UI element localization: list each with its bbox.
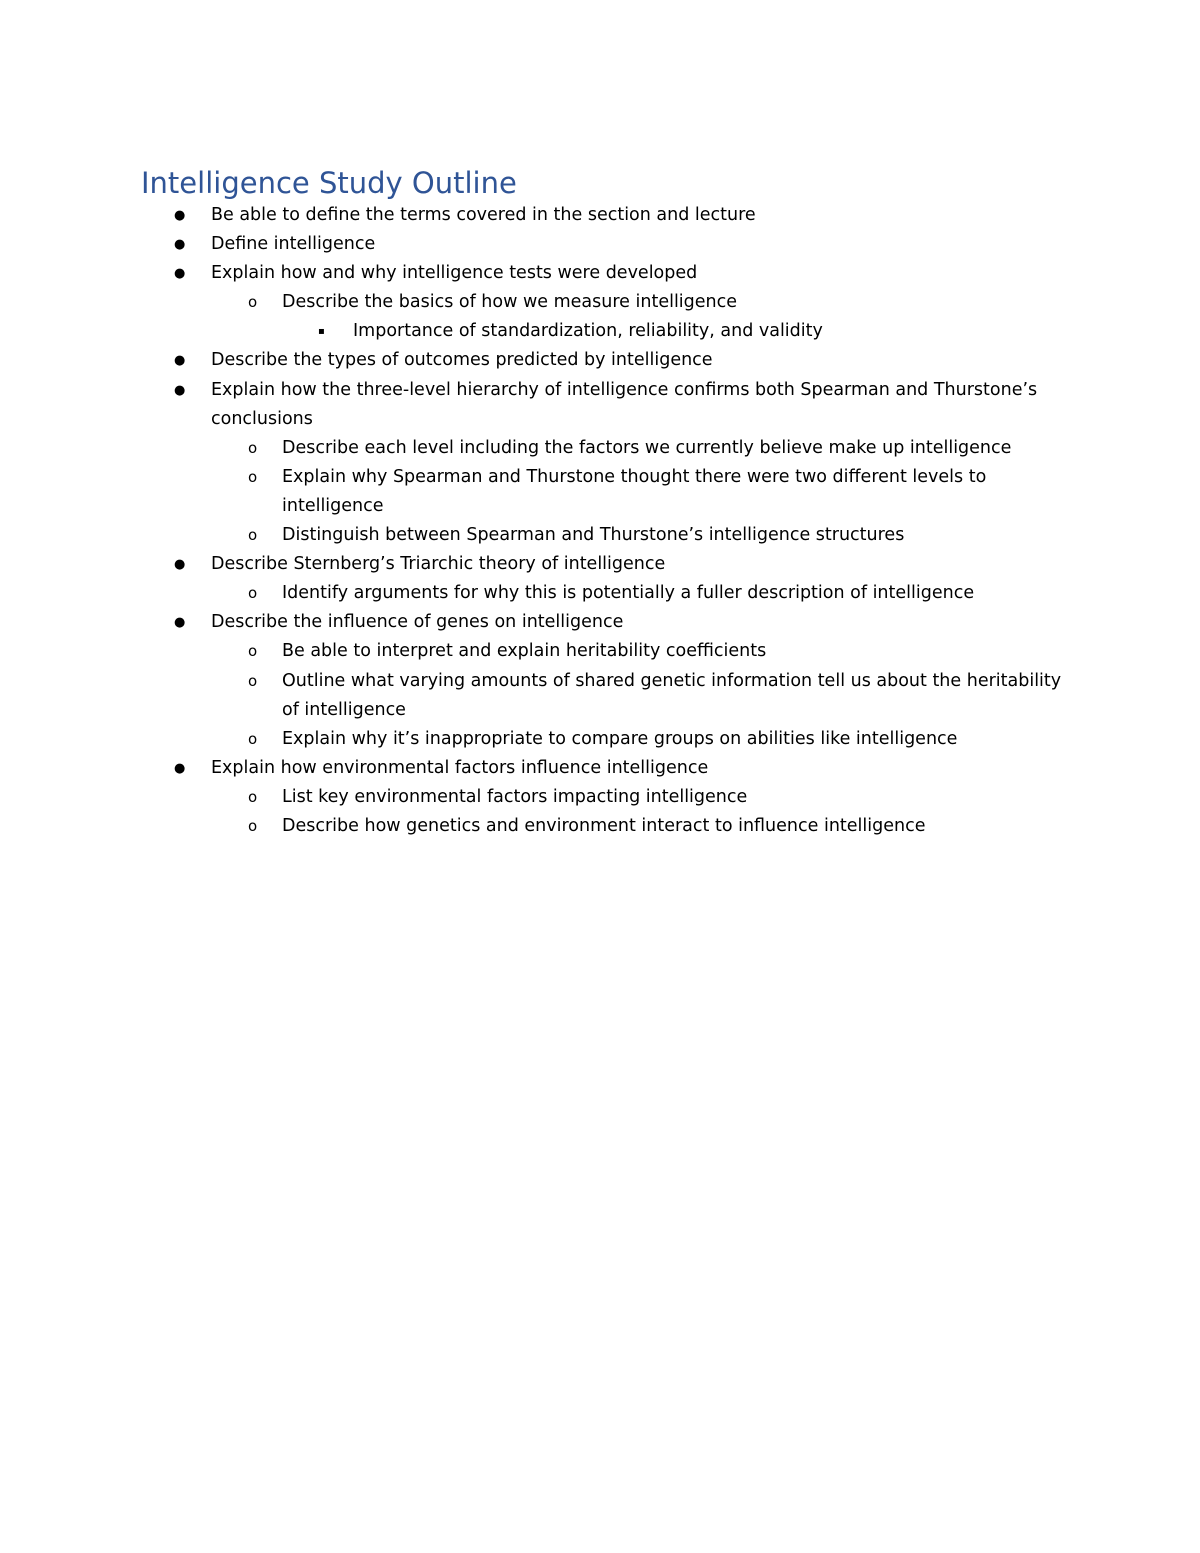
outline-item-level-1: [0, 376, 1200, 405]
outline-item-level-2: [0, 434, 1200, 463]
bullet-icon: o: [248, 642, 258, 661]
bullet-icon: o: [248, 787, 258, 806]
outline-item-level-1: [0, 550, 1200, 579]
outline-item-level-1: [0, 405, 1200, 434]
outline-item-level-1: [0, 230, 1200, 259]
outline-item-text: of intelligence: [282, 699, 406, 720]
bullet-icon: o: [248, 584, 258, 603]
outline-item-text: Describe each level including the factors we currently believe make up intelligence: [282, 437, 1012, 458]
outline-item-text: Explain why Spearman and Thurstone thought there were two different levels to: [282, 466, 987, 487]
outline-item-level-2: [0, 579, 1200, 608]
bullet-icon: ●: [174, 237, 186, 253]
outline-item-text: Describe Sternberg’s Triarchic theory of intelligence: [211, 554, 666, 575]
outline-item-text: Outline what varying amounts of shared genetic information tell us about the heritability: [282, 670, 1062, 691]
outline-item-level-1: [0, 201, 1200, 230]
outline-item-text: Define intelligence: [211, 234, 376, 255]
outline-item-text: Explain how and why intelligence tests were developed: [211, 263, 698, 284]
outline-item-level-2: [0, 637, 1200, 666]
bullet-icon: ●: [174, 266, 186, 282]
outline-item-text: Explain how environmental factors influence intelligence: [211, 757, 709, 778]
outline-item-level-2: [0, 696, 1200, 725]
bullet-icon: o: [248, 293, 258, 312]
document-title: Intelligence Study Outline: [141, 166, 517, 200]
outline-item-level-2: [0, 492, 1200, 521]
bullet-icon: o: [248, 467, 258, 486]
bullet-icon: o: [248, 438, 258, 457]
outline-item-text: List key environmental factors impacting intelligence: [282, 786, 748, 807]
outline-item-text: Be able to interpret and explain heritability coefficients: [282, 641, 767, 662]
outline-item-level-2: [0, 288, 1200, 317]
outline-item-text: Distinguish between Spearman and Thurstone’s intelligence structures: [282, 525, 905, 546]
outline-item-text: Describe how genetics and environment interact to influence intelligence: [282, 815, 926, 836]
bullet-icon: ●: [174, 557, 186, 573]
outline-item-text: conclusions: [211, 408, 313, 429]
study-outline-list: [0, 201, 1200, 841]
outline-item-level-2: [0, 725, 1200, 754]
outline-item-text: Explain why it’s inappropriate to compare groups on abilities like intelligence: [282, 728, 958, 749]
outline-item-level-2: [0, 667, 1200, 696]
outline-item-text: intelligence: [282, 495, 384, 516]
outline-item-text: Describe the types of outcomes predicted by intelligence: [211, 350, 713, 371]
outline-item-level-1: [0, 259, 1200, 288]
bullet-icon: ●: [174, 382, 186, 398]
outline-item-text: Describe the influence of genes on intelligence: [211, 612, 624, 633]
bullet-icon: o: [248, 526, 258, 545]
outline-item-text: Be able to define the terms covered in the section and lecture: [211, 205, 756, 225]
outline-item-text: Identify arguments for why this is potentially a fuller description of intelligence: [282, 583, 975, 604]
bullet-icon: ●: [174, 208, 186, 223]
bullet-icon: o: [248, 816, 258, 835]
outline-item-level-2: [0, 812, 1200, 841]
outline-item-level-1: [0, 608, 1200, 637]
outline-item-level-3: [0, 317, 1200, 346]
outline-item-text: Describe the basics of how we measure intelligence: [282, 292, 738, 313]
bullet-icon: o: [248, 671, 258, 690]
outline-item-level-1: [0, 346, 1200, 375]
outline-item-level-2: [0, 463, 1200, 492]
bullet-icon: ●: [174, 760, 186, 776]
outline-item-level-2: [0, 783, 1200, 812]
outline-item-text: Importance of standardization, reliability, and validity: [353, 321, 823, 342]
bullet-icon: o: [248, 729, 258, 748]
bullet-icon: ●: [174, 615, 186, 631]
bullet-icon: ●: [174, 353, 186, 369]
outline-item-level-1: [0, 754, 1200, 783]
outline-item-text: Explain how the three-level hierarchy of intelligence confirms both Spearman and Thurstone’s: [211, 379, 1038, 400]
outline-item-level-2: [0, 521, 1200, 550]
bullet-icon: ▪: [318, 326, 325, 338]
